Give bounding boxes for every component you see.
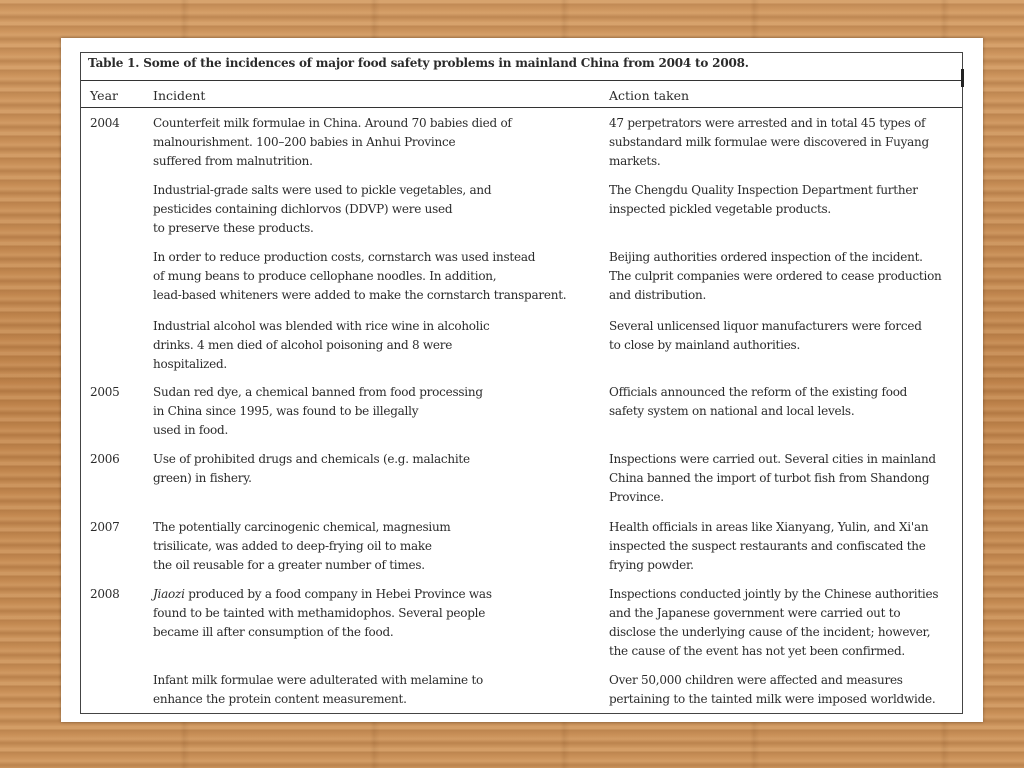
action-line: the cause of the event has not yet been confirmed. xyxy=(609,644,905,658)
row-incident xyxy=(153,383,483,440)
action-line: frying powder. xyxy=(609,558,694,572)
incident-text: produced by a food company in Hebei Province was xyxy=(184,587,492,601)
incident-line: hospitalized. xyxy=(153,357,227,371)
action-line: inspected pickled vegetable products. xyxy=(609,202,831,216)
incident-line: of mung beans to produce cellophane noodles. In addition, xyxy=(153,269,497,283)
action-line: Officials announced the reform of the existing food xyxy=(609,385,908,399)
incident-line: Infant milk formulae were adulterated with melamine to xyxy=(153,673,484,687)
action-line: China banned the import of turbot fish from Shandong xyxy=(609,471,930,485)
row-action xyxy=(609,181,918,219)
action-line: The Chengdu Quality Inspection Department further xyxy=(609,183,918,197)
header-incident: Incident xyxy=(153,88,206,103)
incident-line: found to be tainted with methamidophos. Several people xyxy=(153,606,486,620)
row-action xyxy=(609,317,922,355)
row-action xyxy=(609,248,942,305)
row-year: 2006 xyxy=(90,452,120,466)
incident-line: to preserve these products. xyxy=(153,221,314,235)
header-year: Year xyxy=(90,88,118,103)
incident-line: malnourishment. 100–200 babies in Anhui Province xyxy=(153,135,456,149)
action-line: Health officials in areas like Xianyang, Yulin, and Xi'an xyxy=(609,520,929,534)
header-action: Action taken xyxy=(609,88,690,103)
incident-line: lead-based whiteners were added to make the cornstarch transparent. xyxy=(153,288,567,302)
action-line: and distribution. xyxy=(609,288,707,302)
row-incident xyxy=(153,248,566,305)
action-line: Inspections were carried out. Several cities in mainland xyxy=(609,452,936,466)
incident-line: suffered from malnutrition. xyxy=(153,154,313,168)
row-incident xyxy=(153,181,491,238)
action-line: Over 50,000 children were affected and measures xyxy=(609,673,903,687)
action-line: to close by mainland authorities. xyxy=(609,338,801,352)
action-line: substandard milk formulae were discovered in Fuyang xyxy=(609,135,929,149)
row-incident xyxy=(153,585,492,642)
incident-line: in China since 1995, was found to be illegally xyxy=(153,404,419,418)
row-incident xyxy=(153,114,512,171)
row-year: 2007 xyxy=(90,520,120,534)
row-year: 2005 xyxy=(90,385,120,399)
incident-line: Industrial alcohol was blended with rice wine in alcoholic xyxy=(153,319,490,333)
action-line: Several unlicensed liquor manufacturers were forced xyxy=(609,319,922,333)
incident-line: The potentially carcinogenic chemical, magnesium xyxy=(153,520,451,534)
row-action xyxy=(609,585,938,661)
incident-line: used in food. xyxy=(153,423,229,437)
action-line: inspected the suspect restaurants and confiscated the xyxy=(609,539,926,553)
incident-line: green) in fishery. xyxy=(153,471,252,485)
incident-line xyxy=(153,585,492,604)
incident-line: drinks. 4 men died of alcohol poisoning and 8 were xyxy=(153,338,453,352)
jiaozi-italic: Jiaozi xyxy=(153,587,185,601)
action-line: 47 perpetrators were arrested and in total 45 types of xyxy=(609,116,926,130)
row-action xyxy=(609,450,936,507)
row-action xyxy=(609,518,928,575)
row-year: 2004 xyxy=(90,116,120,130)
incident-line: enhance the protein content measurement. xyxy=(153,692,407,706)
incident-line: Counterfeit milk formulae in China. Around 70 babies died of xyxy=(153,116,512,130)
header-rule xyxy=(81,107,962,108)
incident-line: pesticides containing dichlorvos (DDVP) were used xyxy=(153,202,453,216)
row-incident xyxy=(153,671,483,709)
incident-line: Sudan red dye, a chemical banned from food processing xyxy=(153,385,483,399)
action-line: Province. xyxy=(609,490,664,504)
action-line: and the Japanese government were carried out to xyxy=(609,606,901,620)
table-edge-mark xyxy=(961,69,964,87)
food-safety-table xyxy=(80,52,963,714)
table-top-rule xyxy=(81,80,962,81)
row-incident xyxy=(153,450,470,488)
row-incident xyxy=(153,317,489,374)
table-title: Table 1. Some of the incidences of major food safety problems in mainland China from 2004 to 2008. xyxy=(88,56,749,70)
incident-line: In order to reduce production costs, cornstarch was used instead xyxy=(153,250,536,264)
row-action xyxy=(609,383,907,421)
incident-line: trisilicate, was added to deep-frying oil to make xyxy=(153,539,432,553)
row-action xyxy=(609,114,929,171)
action-line: The culprit companies were ordered to cease production xyxy=(609,269,942,283)
row-action xyxy=(609,671,935,709)
action-line: safety system on national and local levels. xyxy=(609,404,855,418)
action-line: Beijing authorities ordered inspection of the incident. xyxy=(609,250,923,264)
slide-page xyxy=(61,38,983,722)
action-line: pertaining to the tainted milk were imposed worldwide. xyxy=(609,692,936,706)
action-line: disclose the underlying cause of the incident; however, xyxy=(609,625,931,639)
incident-line: the oil reusable for a greater number of times. xyxy=(153,558,425,572)
incident-line: Use of prohibited drugs and chemicals (e.g. malachite xyxy=(153,452,470,466)
action-line: Inspections conducted jointly by the Chinese authorities xyxy=(609,587,939,601)
incident-line: Industrial-grade salts were used to pickle vegetables, and xyxy=(153,183,492,197)
row-incident xyxy=(153,518,451,575)
row-year: 2008 xyxy=(90,587,120,601)
action-line: markets. xyxy=(609,154,661,168)
incident-line: became ill after consumption of the food. xyxy=(153,625,394,639)
